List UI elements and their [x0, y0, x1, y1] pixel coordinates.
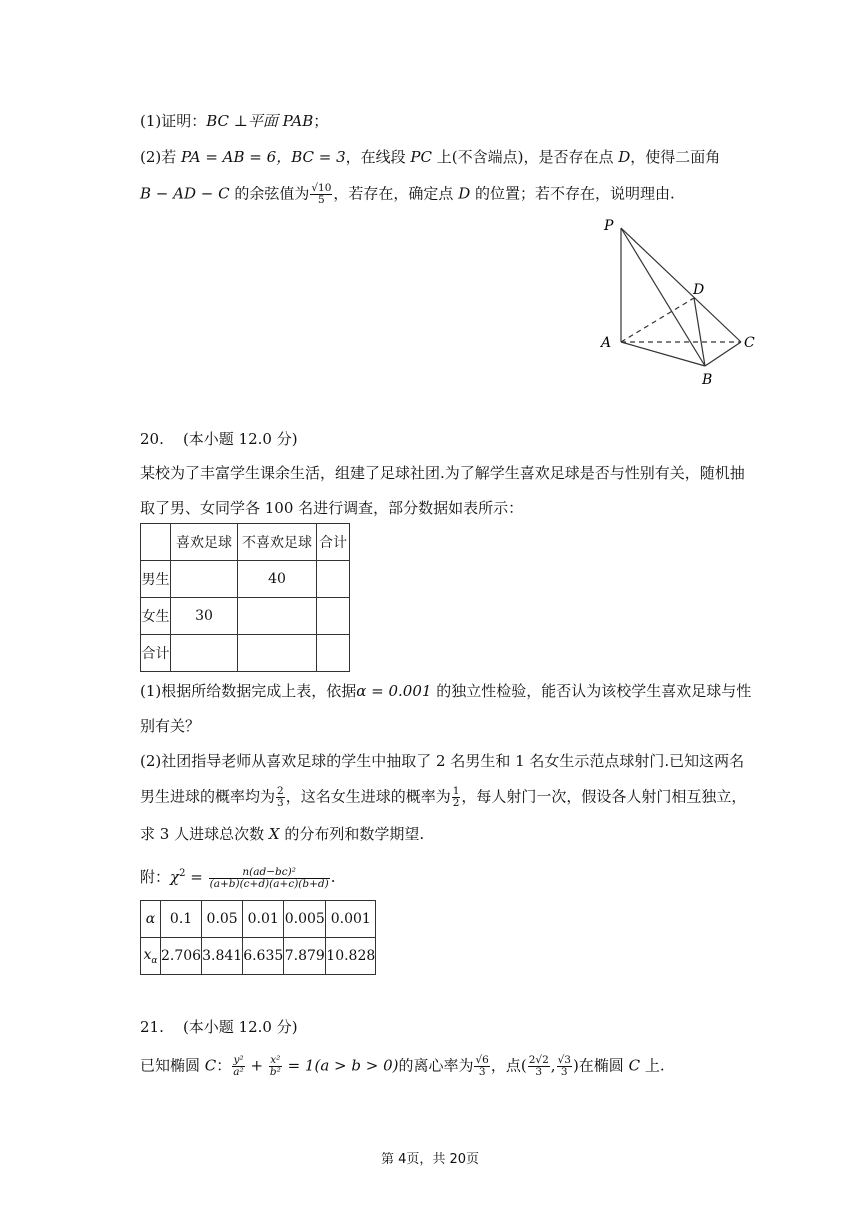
text: 的余弦值为 — [229, 184, 310, 203]
q20-text-line1: 某校为了丰富学生课余生活，组建了足球社团.为了解学生喜欢足球是否与性别有关，随机抽 — [140, 464, 745, 482]
table-cell: 0.05 — [202, 901, 243, 938]
text: 的离心率为 — [398, 1056, 474, 1075]
text: ，在线段 — [345, 148, 411, 166]
text: 上(不含端点)，是否存在点 — [431, 148, 619, 166]
frac-num: √6 — [475, 1054, 489, 1066]
frac-num: y² — [233, 1054, 244, 1066]
math: x — [143, 946, 152, 963]
table-cell: 0.005 — [284, 901, 326, 938]
table-cell — [171, 635, 238, 672]
math: α = 0.001 — [356, 682, 432, 700]
fraction-y2-a2 — [232, 1055, 244, 1078]
q19-part1 — [140, 111, 328, 131]
frac-den: 5 — [318, 194, 325, 206]
table-cell — [141, 524, 171, 561]
edge-bd — [694, 298, 705, 366]
label-a: A — [601, 335, 612, 351]
table-cell: 男生 — [141, 561, 171, 598]
q20-part2-line2 — [140, 786, 746, 809]
frac-num: √3 — [557, 1054, 571, 1066]
label-d: D — [693, 282, 705, 298]
q20-number: 20. — [140, 430, 164, 448]
table-row — [141, 561, 350, 598]
q21-header — [140, 1016, 298, 1037]
q20-header — [140, 428, 298, 449]
text: ，点( — [490, 1056, 527, 1075]
text: 的分布列和数学期望. — [279, 825, 425, 843]
chi-square-fraction — [209, 867, 330, 890]
label-p: P — [604, 218, 614, 234]
frac-num: n(ad−bc)² — [209, 867, 330, 879]
table-cell: 合计 — [317, 524, 350, 561]
math: PA = AB = 6，BC = 3 — [181, 148, 346, 166]
text: ，这名女生进球的概率为 — [285, 787, 451, 806]
frac-num: 2√2 — [528, 1054, 549, 1066]
table-row — [141, 938, 376, 975]
text: (1)根据所给数据完成上表，依据 — [140, 682, 357, 700]
math-sub: α — [151, 955, 158, 966]
fraction-point-x — [528, 1055, 550, 1078]
fraction-x2-b2 — [269, 1055, 282, 1078]
pyramid-figure — [596, 214, 766, 394]
table-cell: 10.828 — [326, 938, 376, 975]
frac-den: (a+b)(c+d)(a+c)(b+d) — [209, 877, 329, 890]
q19-part2-line2 — [140, 183, 675, 206]
math: D — [618, 148, 631, 166]
text: . — [330, 868, 336, 886]
table-cell: 30 — [171, 598, 238, 635]
frac-den: 3 — [560, 1066, 568, 1078]
math: D — [458, 184, 471, 203]
edge-bc — [705, 342, 741, 366]
q21-number: 21. — [140, 1018, 164, 1036]
math: C — [628, 1056, 641, 1075]
frac-num: x² — [270, 1054, 281, 1066]
table-cell: 0.01 — [243, 901, 284, 938]
frac-den: b² — [269, 1066, 281, 1078]
q21-score: (本小题 12.0 分) — [182, 1018, 298, 1036]
table-cell — [317, 635, 350, 672]
frac-den: 3 — [478, 1066, 486, 1078]
math: + — [245, 1056, 268, 1075]
table-header-row — [141, 524, 350, 561]
table-cell — [141, 938, 161, 975]
text: ，若存在，确定点 — [333, 184, 459, 203]
table-cell — [317, 598, 350, 635]
text: ，每人射门一次，假设各人射门相互独立， — [461, 787, 747, 806]
table-cell: 40 — [238, 561, 317, 598]
survey-table — [140, 523, 350, 672]
table-cell: 喜欢足球 — [171, 524, 238, 561]
fraction-eccentricity — [474, 1055, 489, 1078]
table-row — [141, 901, 376, 938]
text: ： — [216, 1056, 232, 1075]
table-cell: 0.001 — [326, 901, 376, 938]
frac-den: 2 — [452, 797, 460, 809]
table-cell: 女生 — [141, 598, 171, 635]
fraction-two-thirds — [276, 786, 285, 809]
math: χ — [170, 868, 180, 886]
q19-part2-line1 — [140, 147, 720, 167]
table-cell: 2.706 — [161, 938, 202, 975]
math: PC — [410, 148, 432, 166]
fraction-one-half — [452, 786, 461, 809]
fraction-sqrt10-over-5 — [310, 183, 332, 206]
table-cell — [238, 635, 317, 672]
text: 男生进球的概率均为 — [140, 787, 276, 806]
edge-pc — [621, 228, 741, 342]
table-cell — [171, 561, 238, 598]
math: C — [204, 1056, 217, 1075]
text: 求 3 人进球总次数 — [140, 825, 269, 843]
text: 的独立性检验，能否认为该校学生喜欢足球与性 — [431, 682, 752, 700]
q19-part1-suffix: ； — [313, 112, 329, 130]
text: 已知椭圆 — [140, 1056, 205, 1075]
frac-num: √10 — [311, 182, 332, 194]
q19-part1-prefix: (1)证明： — [140, 112, 207, 130]
q20-appendix-formula — [140, 864, 336, 890]
math: = 1(a > b > 0) — [282, 1056, 399, 1075]
text: ，使得二面角 — [630, 148, 721, 166]
page-footer: 第 4页，共 20页 — [380, 1152, 480, 1167]
label-b: B — [702, 372, 713, 388]
text: )在椭圆 — [572, 1056, 629, 1075]
table-cell — [317, 561, 350, 598]
critical-value-table — [140, 900, 376, 975]
table-cell: 6.635 — [243, 938, 284, 975]
frac-den: a² — [233, 1066, 244, 1078]
q20-part1-line2: 别有关？ — [140, 717, 201, 735]
math-sup: 2 — [179, 868, 186, 879]
frac-num: 1 — [452, 785, 460, 797]
frac-num: 2 — [277, 785, 284, 797]
math: X — [268, 825, 280, 843]
table-cell: 合计 — [141, 635, 171, 672]
table-cell: 不喜欢足球 — [238, 524, 317, 561]
q20-part2-line1: (2)社团指导老师从喜欢足球的学生中抽取了 2 名男生和 1 名女生示范点球射门.已知这两名 — [140, 752, 745, 770]
math: = — [185, 868, 208, 886]
text: 的位置；若不存在，说明理由. — [470, 184, 675, 203]
text: , — [550, 1056, 556, 1075]
frac-den: 3 — [535, 1066, 543, 1078]
q21-text — [140, 1055, 665, 1078]
q20-text-line2: 取了男、女同学各 100 名进行调查，部分数据如表所示： — [140, 499, 524, 517]
text: 附： — [140, 868, 171, 886]
q20-part2-line3 — [140, 824, 424, 844]
q20-score: (本小题 12.0 分) — [182, 430, 298, 448]
q19-part1-math: BC ⊥平面 PAB — [206, 112, 314, 130]
text: (2)若 — [140, 148, 182, 166]
table-cell: 0.1 — [161, 901, 202, 938]
fraction-point-y — [557, 1055, 572, 1078]
q20-part1-line1 — [140, 681, 751, 701]
frac-den: 3 — [277, 797, 284, 809]
table-row — [141, 598, 350, 635]
text: 上. — [640, 1056, 665, 1075]
math: B − AD − C — [140, 184, 230, 203]
table-cell: α — [141, 901, 161, 938]
label-c: C — [744, 335, 755, 351]
table-cell: 3.841 — [202, 938, 243, 975]
table-cell — [238, 598, 317, 635]
table-cell: 7.879 — [284, 938, 326, 975]
edge-ad-dashed — [621, 298, 694, 342]
table-row — [141, 635, 350, 672]
